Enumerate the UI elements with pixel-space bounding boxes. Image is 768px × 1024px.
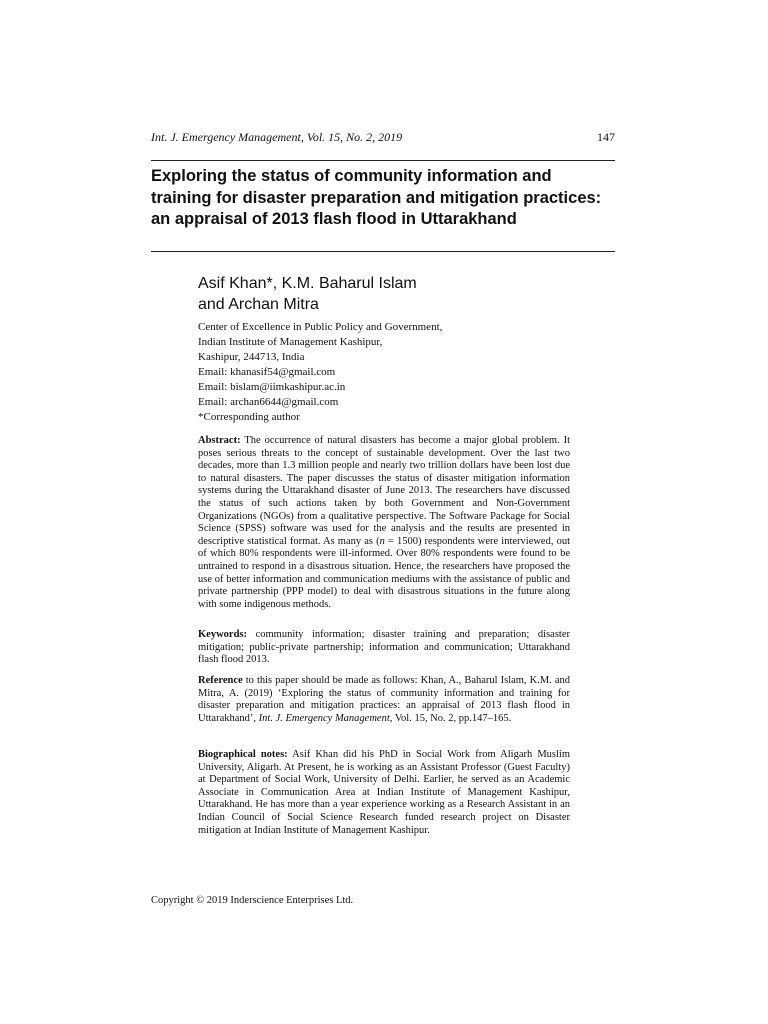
paper-title: Exploring the status of community information and training for disaster preparation and mitigation practices: an appraisal of 2013 flash flood in Uttarakhand: [151, 167, 602, 228]
copyright-footer: Copyright © 2019 Inderscience Enterprises Ltd.: [151, 895, 354, 906]
reference-label: Reference: [198, 675, 243, 686]
affiliation-line: Kashipur, 244713, India: [198, 351, 305, 363]
biographical-notes-paragraph: [198, 749, 570, 837]
reference-paragraph: [198, 675, 570, 725]
abstract-paragraph: [198, 435, 570, 611]
title-bottom-rule: [151, 251, 615, 252]
reference-text-end: , Vol. 15, No. 2, pp.147–165.: [389, 712, 512, 724]
affiliation-line: Indian Institute of Management Kashipur,: [198, 336, 383, 348]
abstract-label: Abstract:: [198, 435, 241, 446]
abstract-n-symbol: n: [379, 535, 385, 547]
keywords-text: community information; disaster training and preparation; disaster mitigation; public-private partnership; information and communication; Uttarakhand flash flood 2013.: [198, 629, 570, 666]
abstract-text-continued: = 1500) respondents were interviewed, out of which 80% respondents were ill-informed. Over 80% respondents were found to be untrained to respond in a disastrous situation. Hence, the researchers have proposed the use of better information and communication mediums with the assistance of public and private partnership (PPP model) to deal with disastrous situations in the future along with some indigenous methods.: [198, 535, 570, 610]
biographical-notes-label: Biographical notes:: [198, 749, 288, 760]
page-number: 147: [597, 130, 615, 144]
corresponding-author-note: *Corresponding author: [198, 411, 300, 423]
keywords-label: Keywords:: [198, 629, 247, 640]
title-top-rule: [151, 160, 615, 161]
keywords-paragraph: [198, 629, 570, 667]
reference-journal: Int. J. Emergency Management: [258, 712, 390, 724]
author-line-1: Asif Khan*, K.M. Baharul Islam: [198, 275, 417, 292]
affiliation-line: Center of Excellence in Public Policy and Government,: [198, 321, 443, 333]
author-list: [198, 274, 498, 315]
biographical-notes-text: Asif Khan did his PhD in Social Work from Aligarh Muslim University, Aligarh. At Present, he is working as an Assistant Professor (Guest Faculty) at Department of Social Work, University of Delhi. Earlier, he served as an Academic Associate in Communication Area at Indian Institute of Management Kashipur, Uttarakhand. He has more than a year experience working as a Research Assistant in an Indian Council of Social Science Research funded research project on Disaster mitigation at Indian Institute of Management Kashipur.: [198, 749, 570, 836]
author-line-2: and Archan Mitra: [198, 295, 319, 313]
email-line: Email: archan6644@gmail.com: [198, 396, 339, 408]
running-header: [151, 130, 615, 145]
abstract-text: The occurrence of natural disasters has become a major global problem. It poses serious threats to the concept of sustainable development. Over the last two decades, more than 1.3 million people and nearly two trillion dollars have been lost due to natural disasters. The paper discusses the status of disaster mitigation information systems during the Uttarakhand disaster of June 2013. The researchers have discussed the status of such actions taken by both Government and Non-Government Organizations (NGOs) from a qualitative perspective. The Software Package for Social Science (SPSS) software was used for the analysis and the results are presented in descriptive statistical format. As many as (: [198, 435, 570, 547]
email-line: Email: khanasif54@gmail.com: [198, 366, 336, 378]
journal-citation: Int. J. Emergency Management, Vol. 15, No. 2, 2019: [151, 130, 403, 144]
email-line: Email: bislam@iimkashipur.ac.in: [198, 381, 346, 393]
affiliation-block: [198, 320, 538, 425]
reference-text: to this paper should be made as follows: Khan, A., Baharul Islam, K.M. and Mitra, A. (2019) ‘Exploring the status of community information and training for disaster preparation and mitigation practices: an appraisal of 2013 flash flood in Uttarakhand’,: [198, 675, 570, 724]
